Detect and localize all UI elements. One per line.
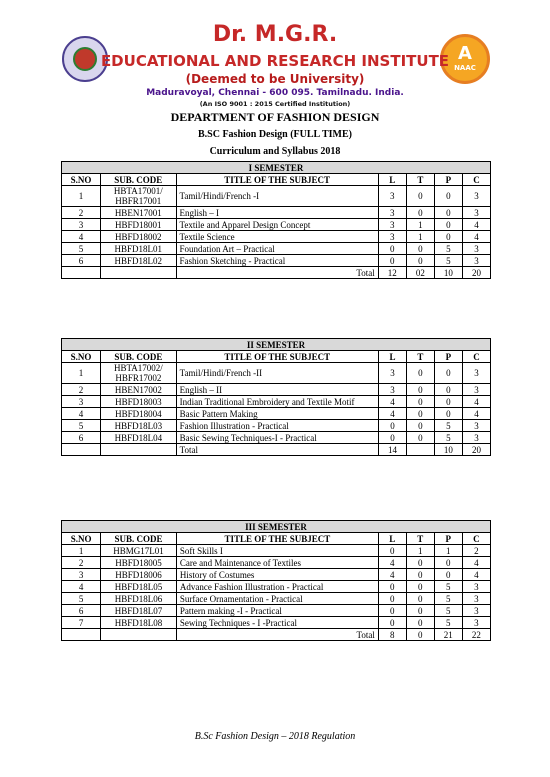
table-cell: HBFD18L02 [101, 255, 176, 267]
table-cell: 4 [62, 408, 101, 420]
table-cell: 5 [434, 420, 462, 432]
table-cell: 0 [434, 408, 462, 420]
table-cell: 3 [378, 363, 406, 384]
table-cell: Foundation Art – Practical [176, 243, 378, 255]
total-row [62, 444, 491, 456]
semester-title-row [62, 162, 491, 174]
table-cell: 5 [434, 255, 462, 267]
table-cell: 1 [434, 545, 462, 557]
table-cell: 0 [406, 557, 434, 569]
table-cell: HBFD18006 [101, 569, 177, 581]
table-cell: 0 [407, 408, 435, 420]
total-value: 20 [462, 444, 490, 456]
table-row [62, 363, 491, 384]
table-cell: 2 [62, 207, 101, 219]
table-cell: 5 [62, 243, 101, 255]
table-cell: 0 [378, 420, 406, 432]
curriculum-heading: Curriculum and Syllabus 2018 [209, 146, 341, 157]
table-cell: 5 [434, 605, 462, 617]
column-header: SUB. CODE [101, 533, 177, 545]
table-cell: 2 [62, 557, 101, 569]
column-header-row [62, 174, 491, 186]
table-row [62, 569, 491, 581]
total-label: Total [176, 444, 378, 456]
table-cell: 0 [406, 207, 434, 219]
table-cell: HBTA17002/ HBFR17002 [101, 363, 176, 384]
semester-title: II SEMESTER [62, 339, 491, 351]
table-cell: 5 [434, 593, 462, 605]
column-header: C [462, 351, 490, 363]
total-value: 22 [462, 629, 490, 641]
institute-address: Maduravoyal, Chennai - 600 095. Tamilnadu. India. [146, 88, 404, 98]
column-header: P [434, 174, 462, 186]
column-header: C [462, 174, 490, 186]
semester-title: I SEMESTER [62, 162, 491, 174]
table-cell: 0 [378, 617, 406, 629]
table-cell: 4 [462, 231, 490, 243]
table-cell: 1 [62, 545, 101, 557]
table-cell: 3 [62, 569, 101, 581]
semester-title-row [62, 521, 491, 533]
total-value: 12 [378, 267, 406, 279]
table-cell: 4 [462, 219, 490, 231]
deemed-university-line: (Deemed to be University) [185, 72, 365, 86]
table-cell: Basic Sewing Techniques-I - Practical [176, 432, 378, 444]
semester-table-1 [61, 161, 491, 279]
table-cell: Tamil/Hindi/French -I [176, 186, 378, 207]
table-row [62, 255, 491, 267]
table-cell: 0 [407, 384, 435, 396]
table-cell: Surface Ornamentation - Practical [176, 593, 378, 605]
table-cell: 4 [462, 569, 490, 581]
column-header: S.NO [62, 174, 101, 186]
table-cell: 3 [462, 432, 490, 444]
table-cell: HBFD18004 [101, 408, 176, 420]
table-cell: 1 [406, 219, 434, 231]
table-cell: 4 [378, 569, 406, 581]
table-cell: HBFD18001 [101, 219, 176, 231]
table-row [62, 396, 491, 408]
table-cell: 3 [462, 207, 490, 219]
table-cell: 3 [462, 420, 490, 432]
table-row [62, 593, 491, 605]
table-cell [101, 267, 176, 279]
table-row [62, 231, 491, 243]
table-cell: HBFD18L08 [101, 617, 177, 629]
table-cell: 3 [462, 243, 490, 255]
total-label: Total [176, 629, 378, 641]
programme-heading: B.SC Fashion Design (FULL TIME) [197, 129, 352, 140]
table-cell: 4 [62, 581, 101, 593]
table-row [62, 605, 491, 617]
table-row [62, 207, 491, 219]
table-cell: 4 [462, 557, 490, 569]
semester-title: III SEMESTER [62, 521, 491, 533]
column-header: S.NO [62, 351, 101, 363]
table-cell: 1 [406, 545, 434, 557]
table-cell: 0 [378, 255, 406, 267]
table-row [62, 432, 491, 444]
table-cell: 0 [407, 432, 435, 444]
total-label: Total [176, 267, 378, 279]
table-cell: 0 [434, 363, 462, 384]
table-row [62, 186, 491, 207]
table-cell: English – II [176, 384, 378, 396]
table-cell: 3 [378, 384, 406, 396]
table-cell: HBEN17002 [101, 384, 176, 396]
table-cell: 6 [62, 605, 101, 617]
column-header: T [406, 174, 434, 186]
table-cell: 3 [462, 384, 490, 396]
page-footer: B.Sc Fashion Design – 2018 Regulation [194, 731, 356, 742]
table-cell: 0 [406, 581, 434, 593]
table-cell: HBFD18002 [101, 231, 176, 243]
table-row [62, 581, 491, 593]
table-cell: Sewing Techniques - I -Practical [176, 617, 378, 629]
table-cell: HBFD18L04 [101, 432, 176, 444]
column-header: TITLE OF THE SUBJECT [176, 533, 378, 545]
table-cell: 0 [406, 617, 434, 629]
column-header: L [378, 533, 406, 545]
total-value: 0 [406, 629, 434, 641]
table-cell: 0 [406, 186, 434, 207]
table-cell: Textile Science [176, 231, 378, 243]
column-header: T [407, 351, 435, 363]
table-cell [101, 629, 177, 641]
table-cell: 0 [434, 219, 462, 231]
semester-title-row [62, 339, 491, 351]
table-cell: 7 [62, 617, 101, 629]
table-row [62, 617, 491, 629]
table-cell: 2 [62, 384, 101, 396]
column-header: S.NO [62, 533, 101, 545]
table-cell: HBFD18L01 [101, 243, 176, 255]
column-header: C [462, 533, 490, 545]
table-cell: 5 [434, 432, 462, 444]
column-header: L [378, 351, 406, 363]
table-cell: 1 [62, 363, 101, 384]
table-cell: 3 [462, 581, 490, 593]
total-value: 21 [434, 629, 462, 641]
column-header: P [434, 351, 462, 363]
total-value: 10 [434, 444, 462, 456]
table-cell: 3 [462, 363, 490, 384]
table-cell: 6 [62, 255, 101, 267]
table-cell: 0 [378, 545, 406, 557]
table-cell: 5 [62, 593, 101, 605]
column-header: T [406, 533, 434, 545]
table-cell: 0 [434, 186, 462, 207]
table-cell: 3 [62, 396, 101, 408]
table-cell: 0 [378, 243, 406, 255]
table-cell: 0 [434, 557, 462, 569]
table-cell: 5 [434, 581, 462, 593]
table-cell: Indian Traditional Embroidery and Textile Motif [176, 396, 378, 408]
total-value: 10 [434, 267, 462, 279]
column-header-row [62, 351, 491, 363]
table-cell: Pattern making -I - Practical [176, 605, 378, 617]
table-cell: 3 [462, 605, 490, 617]
table-cell: Fashion Sketching - Practical [176, 255, 378, 267]
table-cell: HBFD18005 [101, 557, 177, 569]
table-cell: 3 [378, 231, 406, 243]
table-cell: 1 [406, 231, 434, 243]
total-value: 20 [462, 267, 490, 279]
naac-grade: A [458, 43, 472, 64]
table-cell: Basic Pattern Making [176, 408, 378, 420]
table-cell: HBFD18L06 [101, 593, 177, 605]
table-cell: 0 [407, 363, 435, 384]
table-cell: 0 [434, 569, 462, 581]
table-cell: HBFD18L07 [101, 605, 177, 617]
institute-subtitle: EDUCATIONAL AND RESEARCH INSTITUTE [100, 52, 450, 70]
table-cell: 4 [378, 557, 406, 569]
column-header: TITLE OF THE SUBJECT [176, 174, 378, 186]
table-cell: Advance Fashion Illustration - Practical [176, 581, 378, 593]
table-cell: 3 [462, 255, 490, 267]
table-cell: 4 [462, 408, 490, 420]
table-cell: 0 [378, 432, 406, 444]
table-cell: 0 [407, 420, 435, 432]
table-cell: 0 [378, 593, 406, 605]
table-cell: 3 [378, 186, 406, 207]
semester-table-2 [61, 338, 491, 456]
table-cell: HBEN17001 [101, 207, 176, 219]
table-cell: Soft Skills I [176, 545, 378, 557]
table-cell: 1 [62, 186, 101, 207]
table-cell: Textile and Apparel Design Concept [176, 219, 378, 231]
total-value [407, 444, 435, 456]
table-cell: HBFD18003 [101, 396, 176, 408]
table-cell: HBFD18L05 [101, 581, 177, 593]
table-cell: 0 [434, 384, 462, 396]
table-row [62, 243, 491, 255]
naac-label: NAAC [454, 64, 476, 72]
table-cell: 3 [462, 617, 490, 629]
table-row [62, 557, 491, 569]
column-header: TITLE OF THE SUBJECT [176, 351, 378, 363]
semester-table-3 [61, 520, 491, 641]
institute-title: Dr. M.G.R. [212, 22, 338, 47]
table-cell: 3 [378, 207, 406, 219]
column-header: SUB. CODE [101, 174, 176, 186]
table-cell: 0 [378, 605, 406, 617]
table-cell: 0 [406, 255, 434, 267]
column-header-row [62, 533, 491, 545]
department-heading: DEPARTMENT OF FASHION DESIGN [170, 110, 380, 124]
table-cell: HBFD18L03 [101, 420, 176, 432]
table-row [62, 408, 491, 420]
table-cell: Care and Maintenance of Textiles [176, 557, 378, 569]
iso-certification: (An ISO 9001 : 2015 Certified Institution) [199, 100, 351, 108]
table-row [62, 384, 491, 396]
table-cell: 4 [462, 396, 490, 408]
table-cell: English – I [176, 207, 378, 219]
table-cell: 5 [434, 617, 462, 629]
table-cell: 0 [434, 207, 462, 219]
table-cell: 3 [378, 219, 406, 231]
table-cell: 5 [62, 420, 101, 432]
total-value: 14 [378, 444, 406, 456]
table-cell: Tamil/Hindi/French -II [176, 363, 378, 384]
table-cell: Fashion Illustration - Practical [176, 420, 378, 432]
table-cell [62, 444, 101, 456]
table-cell: History of Costumes [176, 569, 378, 581]
table-cell: 4 [62, 231, 101, 243]
table-cell: 5 [434, 243, 462, 255]
table-cell: HBMG17L01 [101, 545, 177, 557]
table-cell: 4 [378, 396, 406, 408]
table-row [62, 545, 491, 557]
table-cell [101, 444, 176, 456]
total-value: 02 [406, 267, 434, 279]
table-cell: 0 [406, 569, 434, 581]
table-cell: 0 [406, 605, 434, 617]
table-cell: 0 [406, 243, 434, 255]
column-header: SUB. CODE [101, 351, 176, 363]
table-cell: 3 [462, 593, 490, 605]
column-header: L [378, 174, 406, 186]
table-row [62, 420, 491, 432]
column-header: P [434, 533, 462, 545]
table-cell: 0 [434, 231, 462, 243]
total-value: 8 [378, 629, 406, 641]
table-cell: 0 [406, 593, 434, 605]
total-row [62, 267, 491, 279]
table-cell: 2 [462, 545, 490, 557]
table-cell: 4 [378, 408, 406, 420]
table-cell [62, 267, 101, 279]
total-row [62, 629, 491, 641]
table-cell: HBTA17001/ HBFR17001 [101, 186, 176, 207]
table-cell: 3 [62, 219, 101, 231]
table-cell [62, 629, 101, 641]
table-row [62, 219, 491, 231]
table-cell: 0 [378, 581, 406, 593]
table-cell: 0 [434, 396, 462, 408]
table-cell: 6 [62, 432, 101, 444]
table-cell: 0 [407, 396, 435, 408]
table-cell: 3 [462, 186, 490, 207]
